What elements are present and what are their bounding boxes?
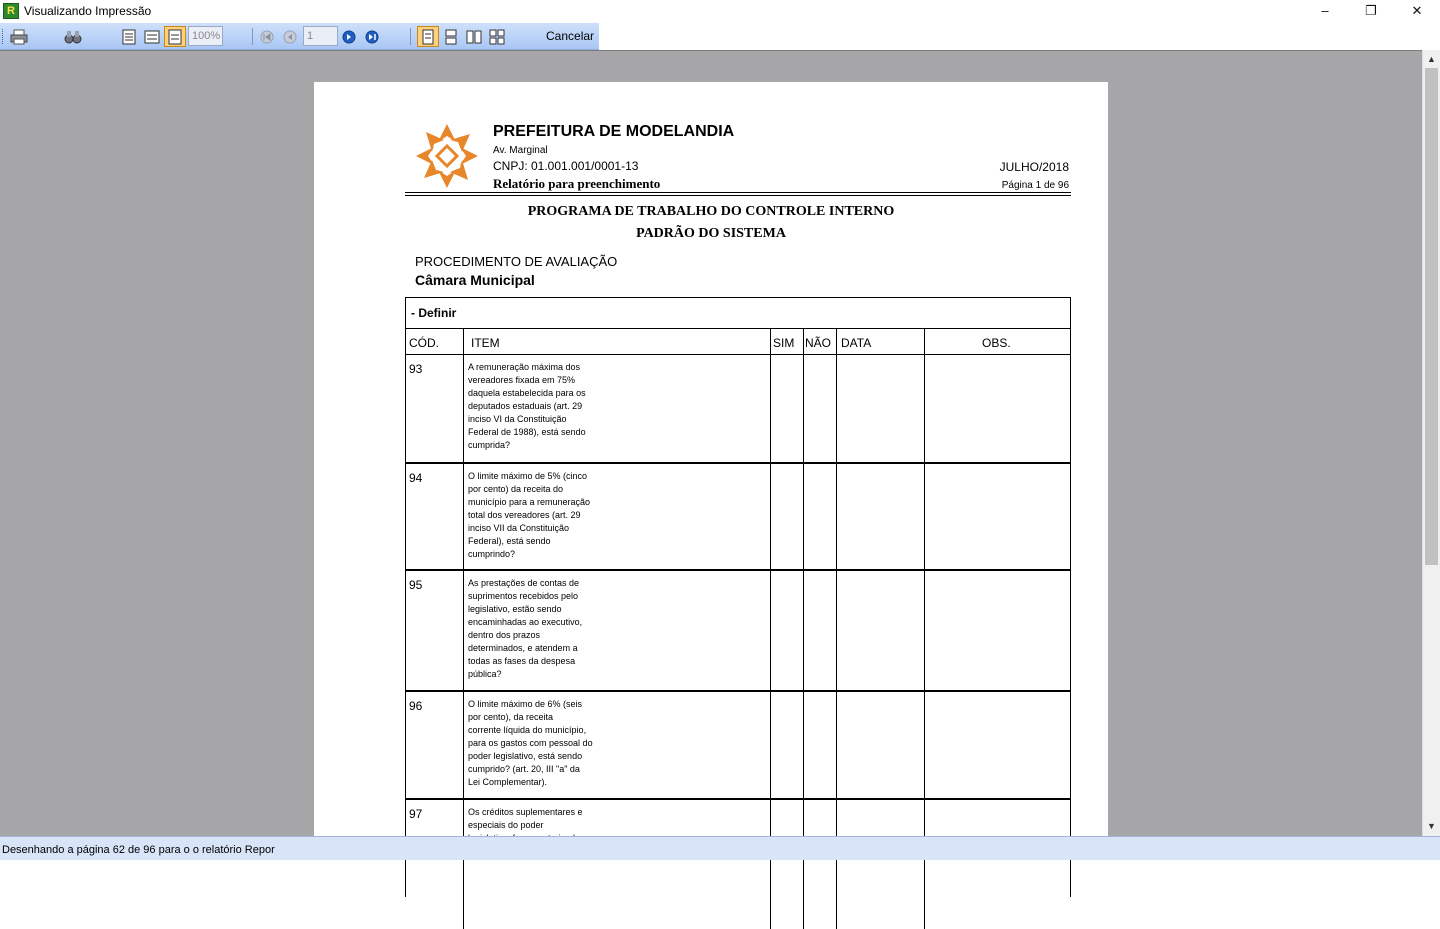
report-title: PROGRAMA DE TRABALHO DO CONTROLE INTERNO bbox=[527, 204, 895, 219]
row-item: Os créditos suplementares e especiais do poder bbox=[468, 807, 583, 830]
column-header-nao: NÃO bbox=[805, 336, 832, 350]
printer-icon bbox=[10, 29, 28, 45]
organization-address: Av. Marginal bbox=[493, 145, 548, 156]
row-item: O limite máximo de 5% (cinco por cento) da receita do município para a remuneração total dos vereadores (art. 29 inciso VII da Constituição Federal), está sendo cumprindo? bbox=[468, 471, 591, 559]
restore-button[interactable]: ❐ bbox=[1365, 3, 1377, 18]
row-item: O limite máximo de 6% (seis por cento), da receita corrente líquida do município, para os gastos com pessoal do poder legislativo, está sendo cumprido? (art. 20, III "a" da Lei Complementar). bbox=[468, 699, 593, 787]
column-header-sim: SIM bbox=[773, 336, 795, 350]
toolbar-band bbox=[0, 23, 599, 50]
section-row bbox=[406, 298, 1070, 329]
row-item: A remuneração máxima dos vereadores fixada em 75% daquela estabelecida para os deputados estaduais (art. 29 inciso VI da Constituição Federal de 1988), está sendo cumprida? bbox=[468, 362, 586, 450]
next-page-icon bbox=[342, 30, 356, 44]
header-rule bbox=[405, 195, 1071, 196]
page-width-icon bbox=[144, 30, 160, 44]
row-code: 94 bbox=[409, 471, 423, 485]
whole-page-button[interactable] bbox=[118, 26, 140, 47]
find-button[interactable] bbox=[62, 26, 84, 47]
table-row bbox=[406, 355, 1070, 464]
multiple-pages-icon bbox=[489, 29, 505, 45]
report-subtitle: PADRÃO DO SISTEMA bbox=[636, 226, 786, 241]
report-kind: Relatório para preenchimento bbox=[493, 176, 661, 191]
minimize-button[interactable]: – bbox=[1321, 3, 1329, 18]
window-title: Visualizando Impressão bbox=[24, 4, 152, 18]
row-code: 97 bbox=[409, 807, 423, 821]
row-code: 95 bbox=[409, 578, 423, 592]
two-pages-icon bbox=[445, 29, 457, 45]
entity-name: Câmara Municipal bbox=[415, 272, 535, 288]
single-page-button[interactable] bbox=[417, 26, 439, 47]
last-page-button[interactable] bbox=[361, 26, 383, 47]
column-header-data: DATA bbox=[841, 336, 872, 350]
prefeitura-logo bbox=[414, 122, 480, 190]
page-number-input[interactable]: 1 bbox=[303, 26, 338, 46]
zoom-page-icon bbox=[168, 29, 182, 45]
binoculars-icon bbox=[64, 29, 82, 45]
close-button[interactable]: ✕ bbox=[1411, 3, 1423, 18]
zoom-input[interactable]: 100% bbox=[188, 26, 223, 46]
preview-area[interactable] bbox=[0, 50, 1422, 836]
app-icon: R bbox=[3, 3, 19, 19]
toolbar-separator bbox=[410, 28, 411, 45]
scroll-thumb[interactable] bbox=[1425, 68, 1438, 565]
header-rule bbox=[405, 192, 1071, 193]
scroll-down-icon[interactable]: ▼ bbox=[1427, 821, 1436, 831]
row-item: As prestações de contas de suprimentos recebidos pelo legislativo, estão sendo encaminhadas ao executivo, dentro dos prazos determinados, e atendem a todas as fases da despesa pública? bbox=[468, 578, 583, 679]
section-label: - Definir bbox=[411, 306, 457, 320]
table-row bbox=[406, 464, 1070, 571]
previous-page-button[interactable] bbox=[279, 26, 301, 47]
row-code: 96 bbox=[409, 699, 423, 713]
status-bar bbox=[0, 836, 1440, 860]
table-header bbox=[406, 329, 1070, 355]
report-period: JULHO/2018 bbox=[999, 160, 1069, 174]
next-page-button[interactable] bbox=[338, 26, 360, 47]
column-header-obs: OBS. bbox=[982, 336, 1011, 350]
toolbar bbox=[0, 23, 1440, 50]
procedure-label: PROCEDIMENTO DE AVALIAÇÃO bbox=[415, 254, 618, 269]
last-page-icon bbox=[365, 30, 379, 44]
checklist-table bbox=[405, 297, 1071, 897]
first-page-icon bbox=[260, 30, 274, 44]
scroll-up-icon[interactable]: ▲ bbox=[1427, 54, 1436, 64]
first-page-button[interactable] bbox=[256, 26, 278, 47]
column-header-item: ITEM bbox=[471, 336, 500, 350]
previous-page-icon bbox=[283, 30, 297, 44]
page-count: Página 1 de 96 bbox=[1001, 180, 1069, 191]
column-header-cod: CÓD. bbox=[409, 336, 439, 350]
print-button[interactable] bbox=[8, 26, 30, 47]
title-bar bbox=[0, 0, 1440, 23]
multiple-pages-button[interactable] bbox=[486, 26, 508, 47]
vertical-scrollbar[interactable] bbox=[1422, 50, 1440, 836]
page-width-button[interactable] bbox=[141, 26, 163, 47]
single-page-icon bbox=[422, 29, 434, 45]
report-page bbox=[314, 82, 1108, 882]
two-pages-vertical-button[interactable] bbox=[440, 26, 462, 47]
status-text: Desenhando a página 62 de 96 para o o relatório Repor bbox=[2, 844, 275, 856]
zoom-page-button[interactable] bbox=[164, 26, 186, 47]
cancel-button[interactable]: Cancelar bbox=[546, 29, 595, 43]
toolbar-grip[interactable] bbox=[2, 29, 5, 44]
organization-cnpj: CNPJ: 01.001.001/0001-13 bbox=[493, 159, 639, 173]
row-code: 93 bbox=[409, 362, 423, 376]
side-by-side-pages-icon bbox=[466, 30, 482, 44]
table-row bbox=[406, 571, 1070, 692]
two-pages-horizontal-button[interactable] bbox=[463, 26, 485, 47]
organization-name: PREFEITURA DE MODELANDIA bbox=[493, 123, 735, 140]
page-icon bbox=[122, 29, 136, 45]
toolbar-separator bbox=[252, 28, 253, 45]
table-row bbox=[406, 692, 1070, 800]
